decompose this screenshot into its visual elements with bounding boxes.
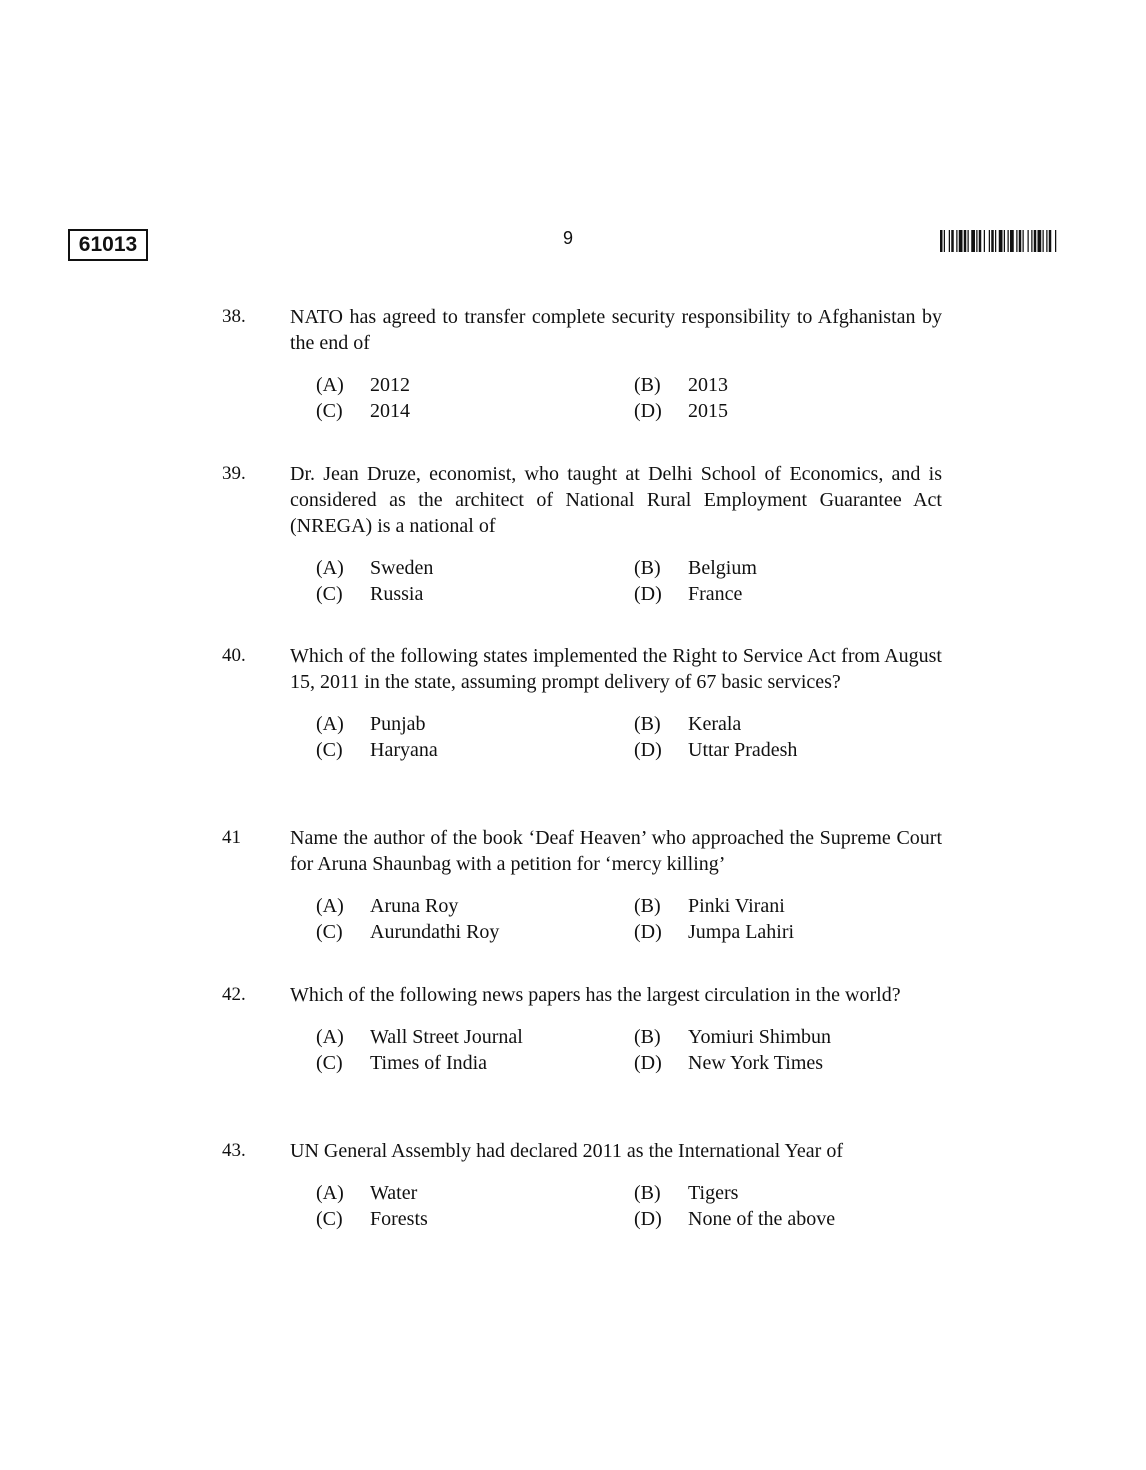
option-letter: (C) <box>316 739 343 761</box>
option-letter: (A) <box>316 557 344 579</box>
option-c <box>316 1206 634 1232</box>
options-grid <box>316 372 942 424</box>
barcode-bar <box>1046 230 1047 252</box>
barcode-bar <box>989 230 990 252</box>
barcode-bar <box>1043 230 1044 252</box>
barcode-bar <box>976 230 977 252</box>
option-letter: (A) <box>316 713 344 735</box>
question-number: 41 <box>222 827 241 848</box>
barcode-bar <box>944 230 945 252</box>
option-text: Aurundathi Roy <box>370 921 500 943</box>
option-b <box>634 893 894 919</box>
barcode-bar <box>995 230 996 252</box>
option-text: Tigers <box>688 1182 739 1204</box>
question-number: 38. <box>222 306 246 327</box>
barcode-bar <box>1049 230 1052 252</box>
option-letter: (D) <box>634 1208 662 1230</box>
option-letter: (D) <box>634 921 662 943</box>
barcode-bar <box>1019 230 1022 252</box>
option-text: Sweden <box>370 557 434 579</box>
option-letter: (B) <box>634 374 661 396</box>
question-40 <box>222 643 942 763</box>
option-text: Russia <box>370 583 424 605</box>
option-b <box>634 711 894 737</box>
question-number: 40. <box>222 645 246 666</box>
question-43 <box>222 1138 942 1232</box>
options-grid <box>316 893 942 945</box>
option-letter: (D) <box>634 1052 662 1074</box>
option-letter: (C) <box>316 583 343 605</box>
option-c <box>316 919 634 945</box>
option-b <box>634 372 894 398</box>
barcode-bar <box>979 230 982 252</box>
option-letter: (C) <box>316 1208 343 1230</box>
option-letter: (D) <box>634 400 662 422</box>
option-d <box>634 919 894 945</box>
option-letter: (A) <box>316 374 344 396</box>
option-d <box>634 1050 894 1076</box>
option-a <box>316 893 634 919</box>
option-d <box>634 737 894 763</box>
option-text: Water <box>370 1182 418 1204</box>
option-c <box>316 737 634 763</box>
option-d <box>634 1206 894 1232</box>
question-number: 43. <box>222 1140 246 1161</box>
options-grid <box>316 711 942 763</box>
barcode-bar <box>984 230 985 252</box>
barcode-bar <box>940 230 943 252</box>
barcode-bar <box>964 230 967 252</box>
barcode-bar <box>1023 230 1024 252</box>
question-number: 39. <box>222 463 246 484</box>
option-letter: (D) <box>634 739 662 761</box>
barcode-bar <box>959 230 963 252</box>
question-text: UN General Assembly had declared 2011 as the International Year of <box>290 1140 843 1162</box>
option-letter: (B) <box>634 895 661 917</box>
option-text: Forests <box>370 1208 428 1230</box>
option-b <box>634 555 894 581</box>
option-letter: (C) <box>316 400 343 422</box>
option-letter: (A) <box>316 895 344 917</box>
option-a <box>316 711 634 737</box>
option-text: 2014 <box>370 400 410 422</box>
option-text: France <box>688 583 743 605</box>
barcode-bar <box>1038 230 1042 252</box>
option-c <box>316 1050 634 1076</box>
option-c <box>316 398 634 424</box>
option-letter: (B) <box>634 1026 661 1048</box>
question-text: Which of the following states implemented the Right to Service Act from August 15, 2011 in the state, assuming prompt delivery of 67 basic services? <box>290 645 942 693</box>
question-number: 42. <box>222 984 246 1005</box>
option-letter: (A) <box>316 1182 344 1204</box>
option-text: 2015 <box>688 400 728 422</box>
option-letter: (B) <box>634 1182 661 1204</box>
option-text: Wall Street Journal <box>370 1026 523 1048</box>
option-a <box>316 1180 634 1206</box>
question-text: NATO has agreed to transfer complete security responsibility to Afghanistan by the end of <box>290 306 942 354</box>
option-text: Uttar Pradesh <box>688 739 798 761</box>
barcode-bar <box>1016 230 1017 252</box>
option-text: Yomiuri Shimbun <box>688 1026 832 1048</box>
option-text: Haryana <box>370 739 438 761</box>
question-text: Dr. Jean Druze, economist, who taught at Delhi School of Economics, and is considered as the architect of National Rural Employment Guarantee Act (NREGA) is a national of <box>290 463 942 537</box>
option-text: Belgium <box>688 557 757 579</box>
barcode-bar <box>1010 230 1014 252</box>
barcode-bar <box>1055 230 1056 252</box>
option-letter: (B) <box>634 557 661 579</box>
option-a <box>316 555 634 581</box>
barcode-icon <box>940 230 1081 252</box>
paper-code: 61013 <box>68 229 148 261</box>
option-letter: (C) <box>316 921 343 943</box>
option-letter: (C) <box>316 1052 343 1074</box>
barcode-bar <box>951 230 954 252</box>
option-text: Pinki Virani <box>688 895 785 917</box>
option-letter: (B) <box>634 713 661 735</box>
options-grid <box>316 555 942 607</box>
option-d <box>634 398 894 424</box>
barcode-bar <box>1031 230 1032 252</box>
barcode-bar <box>1028 230 1029 252</box>
barcode-bar <box>971 230 975 252</box>
option-b <box>634 1180 894 1206</box>
options-grid <box>316 1024 942 1076</box>
option-b <box>634 1024 894 1050</box>
page-number: 9 <box>563 228 574 248</box>
question-text: Name the author of the book ‘Deaf Heaven’ who approached the Supreme Court for Aruna Shaunbag with a petition for ‘mercy killing’ <box>290 827 942 875</box>
option-text: 2013 <box>688 374 728 396</box>
barcode-bar <box>949 230 950 252</box>
option-text: 2012 <box>370 374 410 396</box>
option-text: Kerala <box>688 713 742 735</box>
option-text: None of the above <box>688 1208 836 1230</box>
question-39 <box>222 461 942 607</box>
barcode-bar <box>1004 230 1005 252</box>
options-grid <box>316 1180 942 1232</box>
option-c <box>316 581 634 607</box>
option-a <box>316 1024 634 1050</box>
question-38 <box>222 304 942 424</box>
option-letter: (A) <box>316 1026 344 1048</box>
barcode-bar <box>991 230 994 252</box>
question-41 <box>222 825 942 945</box>
question-42 <box>222 982 942 1076</box>
barcode-bar <box>999 230 1003 252</box>
option-text: Aruna Roy <box>370 895 459 917</box>
option-text: Jumpa Lahiri <box>688 921 795 943</box>
barcode-bar <box>968 230 969 252</box>
option-text: Times of India <box>370 1052 488 1074</box>
option-text: New York Times <box>688 1052 824 1074</box>
barcode-bar <box>1034 230 1037 252</box>
option-text: Punjab <box>370 713 426 735</box>
option-a <box>316 372 634 398</box>
barcode-bar <box>1008 230 1009 252</box>
question-text: Which of the following news papers has the largest circulation in the world? <box>290 984 901 1006</box>
option-letter: (D) <box>634 583 662 605</box>
barcode-bar <box>956 230 957 252</box>
option-d <box>634 581 894 607</box>
